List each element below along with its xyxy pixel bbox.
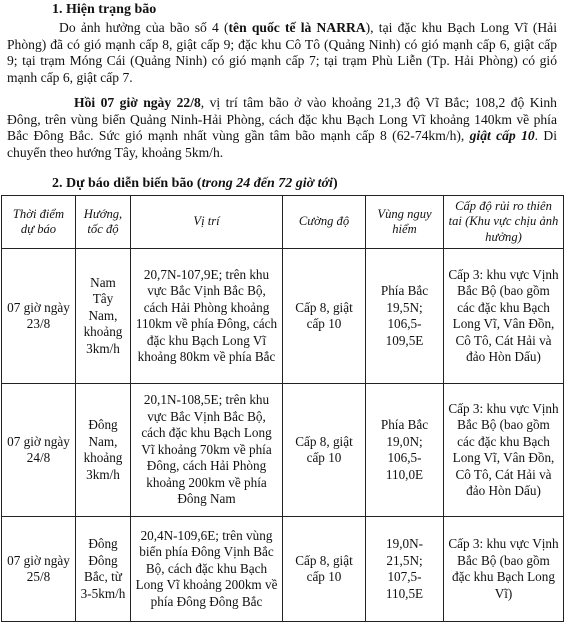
- header-time: Thời điểm dự báo: [2, 196, 76, 249]
- cell-time: 07 giờ ngày 23/8: [2, 249, 76, 384]
- header-position: Vị trí: [131, 196, 283, 249]
- p1-text-b: ), tại đặc khu Bạch Long Vĩ (Hải Phòng) đã có gió mạnh cấp 8, giật cấp 9; đặc khu Cô Tô (Quảng Ninh) có gió mạnh cấp 6, giật cấp 9; tại trạm Móng Cái (Quảng Ninh) có gió mạnh cấp 7; tại trạm Phù Liễn (Tp. Hải Phòng) có gió mạnh cấp 6, giật cấp 7.: [7, 20, 557, 85]
- header-danger-zone: Vùng nguy hiểm: [366, 196, 444, 249]
- cell-direction: Đông Đông Bắc, từ 3-5km/h: [76, 517, 131, 622]
- cell-intensity: Cấp 8, giật cấp 10: [283, 517, 366, 622]
- header-risk-level: Cấp độ rủi ro thiên tai (Khu vực chịu ảnh hưởng): [444, 196, 564, 249]
- cell-position: 20,1N-108,5E; trên khu vực Bắc Vịnh Bắc Bộ, cách đặc khu Bạch Long Vĩ khoảng 70km về phía Đông, cách Hải Phòng khoảng 200km về phía Đông Nam: [131, 384, 283, 517]
- section2-heading-italic: trong 24 đến 72 giờ tới: [201, 176, 333, 191]
- section2-heading: [52, 176, 338, 193]
- table-row: [2, 249, 564, 384]
- cell-intensity: Cấp 8, giật cấp 10: [283, 249, 366, 384]
- section1-heading: 1. Hiện trạng bão: [52, 2, 157, 17]
- p2-text-a: , vị trí tâm bão ở vào khoảng 21,3 độ Vĩ Bắc; 108,2 độ Kinh Đông, trên vùng biển Quảng Ninh-Hải Phòng, cách đặc khu Bạch Long Vĩ khoảng 140km về phía Bắc Đông Bắc. Sức gió mạnh nhất vùng gần tâm bão mạnh cấp 8 (62-74km/h),: [7, 95, 557, 143]
- cell-direction: Đông Nam, khoảng 3km/h: [76, 384, 131, 517]
- section2-heading-end: ): [332, 176, 338, 191]
- cell-danger-zone: Phía Bắc 19,5N; 106,5-109,5E: [366, 249, 444, 384]
- p2-time: Hồi 07 giờ ngày 22/8: [74, 95, 201, 110]
- storm-status-paragraph: [7, 20, 557, 86]
- storm-position-paragraph: [7, 95, 557, 161]
- p2-text-b: . Di chuyển theo hướng Tây, khoảng 5km/h.: [7, 128, 557, 160]
- table-row: [2, 384, 564, 517]
- forecast-table: [1, 195, 564, 622]
- cell-position: 20,4N-109,6E; trên vùng biển phía Đông Vịnh Bắc Bộ, cách đặc khu Bạch Long Vĩ khoảng 200km về phía Đông Đông Bắc: [131, 517, 283, 622]
- p1-text-a: Do ảnh hưởng của bão số 4 (: [59, 20, 229, 35]
- cell-risk-level: Cấp 3: khu vực Vịnh Bắc Bộ (bao gồm đặc khu Bạch Long Vĩ): [444, 517, 564, 622]
- cell-time: 07 giờ ngày 25/8: [2, 517, 76, 622]
- cell-time: 07 giờ ngày 24/8: [2, 384, 76, 517]
- cell-position: 20,7N-107,9E; trên khu vực Bắc Vịnh Bắc Bộ, cách Hải Phòng khoảng 110km về phía Đông, cách đặc khu Bạch Long Vĩ khoảng 80km về phía Bắc: [131, 249, 283, 384]
- cell-danger-zone: Phía Bắc 19,0N; 106,5-110,0E: [366, 384, 444, 517]
- section2-heading-text: 2. Dự báo diễn biến bão (: [52, 176, 202, 191]
- cell-risk-level: Cấp 3: khu vực Vịnh Bắc Bộ (bao gồm các đặc khu Bạch Long Vĩ, Vân Đồn, Cô Tô, Cát Hải và đảo Hòn Dấu): [444, 384, 564, 517]
- p2-gust: giật cấp 10: [469, 128, 535, 143]
- header-direction: Hướng, tốc độ: [76, 196, 131, 249]
- p1-international-name: tên quốc tế là NARRA: [228, 20, 366, 35]
- cell-intensity: Cấp 8, giật cấp 10: [283, 384, 366, 517]
- cell-direction: Nam Tây Nam, khoảng 3km/h: [76, 249, 131, 384]
- cell-risk-level: Cấp 3: khu vực Vịnh Bắc Bộ (bao gồm các đặc khu Bạch Long Vĩ, Vân Đồn, Cô Tô, Cát Hải và đảo Hòn Dấu): [444, 249, 564, 384]
- header-intensity: Cường độ: [283, 196, 366, 249]
- table-row: [2, 517, 564, 622]
- cell-danger-zone: 19,0N-21,5N; 107,5-110,5E: [366, 517, 444, 622]
- table-header-row: [2, 196, 564, 249]
